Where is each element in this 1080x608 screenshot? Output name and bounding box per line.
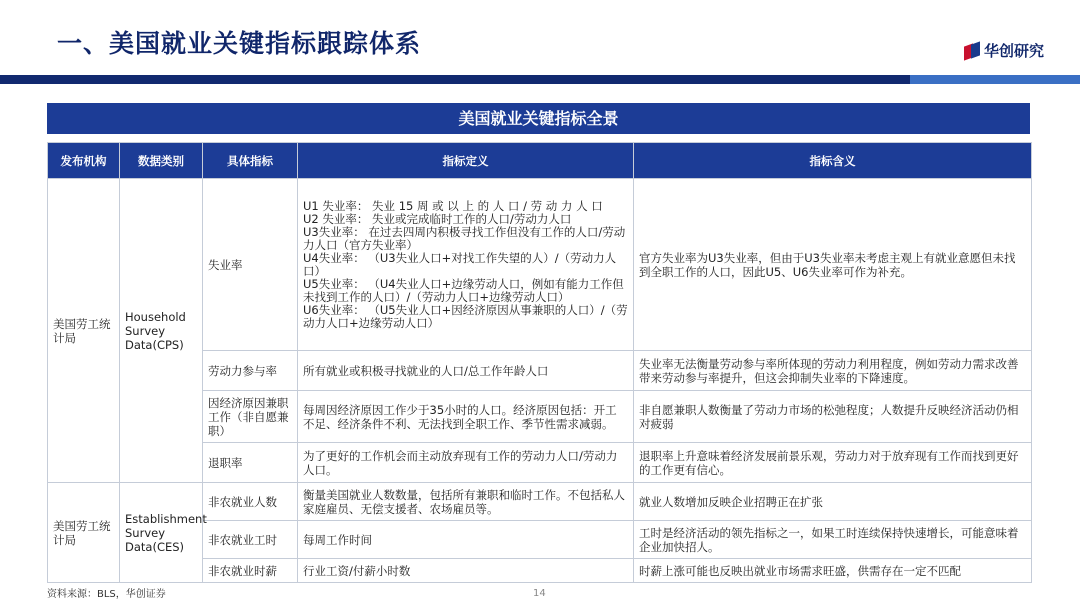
definition-line: U6失业率： （U5失业人口+因经济原因从事兼职的人口）/（劳动力人口+边缘劳动人口） bbox=[303, 302, 628, 330]
indicator-cell: 非农就业工时 bbox=[203, 521, 298, 559]
definition-line: U1 失业率： 失业 15 周 或 以 上 的 人 口 / 劳 动 力 人 口 bbox=[303, 198, 603, 213]
meaning-cell: 官方失业率为U3失业率，但由于U3失业率未考虑主观上有就业意愿但未找到全职工作的人口，因此U5、U6失业率可作为补充。 bbox=[634, 179, 1032, 351]
category-cell: Establishment Survey Data(CES) bbox=[120, 483, 203, 583]
definition-cell: 为了更好的工作机会而主动放弃现有工作的劳动力人口/劳动力人口。 bbox=[298, 443, 634, 483]
indicator-cell: 非农就业时薪 bbox=[203, 559, 298, 583]
definition-cell: 每周工作时间 bbox=[298, 521, 634, 559]
page-title: 一、美国就业关键指标跟踪体系 bbox=[57, 29, 422, 58]
source-note: 资料来源：BLS，华创证券 bbox=[47, 589, 166, 600]
meaning-cell: 时薪上涨可能也反映出就业市场需求旺盛，供需存在一定不匹配 bbox=[634, 559, 1032, 583]
definition-line: U4失业率： （U3失业人口+对找工作失望的人）/（劳动力人口） bbox=[303, 250, 617, 278]
definition-line: U3失业率： 在过去四周内积极寻找工作但没有工作的人口/劳动力人口（官方失业率） bbox=[303, 224, 626, 252]
definition-cell: 衡量美国就业人数数量，包括所有兼职和临时工作。不包括私人家庭雇员、无偿支援者、农场雇员等。 bbox=[298, 483, 634, 521]
agency-cell: 美国劳工统计局 bbox=[48, 483, 120, 583]
definition-line: U2 失业率： 失业或完成临时工作的人口/劳动力人口 bbox=[303, 211, 572, 226]
indicator-cell: 劳动力参与率 bbox=[203, 351, 298, 391]
page-number: 14 bbox=[533, 588, 546, 599]
table-caption: 美国就业关键指标全景 bbox=[47, 103, 1030, 134]
header-agency: 发布机构 bbox=[48, 143, 120, 179]
agency-cell: 美国劳工统计局 bbox=[48, 179, 120, 483]
meaning-cell: 就业人数增加反映企业招聘正在扩张 bbox=[634, 483, 1032, 521]
indicator-cell: 退职率 bbox=[203, 443, 298, 483]
meaning-cell: 退职率上升意味着经济发展前景乐观，劳动力对于放弃现有工作而找到更好的工作更有信心。 bbox=[634, 443, 1032, 483]
definition-cell: 所有就业或积极寻找就业的人口/总工作年龄人口 bbox=[298, 351, 634, 391]
huachuang-logo-icon bbox=[964, 43, 980, 59]
meaning-cell: 工时是经济活动的领先指标之一，如果工时连续保持快速增长，可能意味着企业加快招人。 bbox=[634, 521, 1032, 559]
header-indicator: 具体指标 bbox=[203, 143, 298, 179]
logo-text: 华创研究 bbox=[983, 42, 1044, 60]
table-row bbox=[48, 179, 1032, 351]
logo bbox=[964, 40, 1044, 61]
indicator-cell: 因经济原因兼职工作（非自愿兼职） bbox=[203, 391, 298, 443]
header-definition: 指标定义 bbox=[298, 143, 634, 179]
definition-cell: 行业工资/付薪小时数 bbox=[298, 559, 634, 583]
meaning-cell: 非自愿兼职人数衡量了劳动力市场的松弛程度；人数提升反映经济活动仍相对疲弱 bbox=[634, 391, 1032, 443]
header-meaning: 指标含义 bbox=[634, 143, 1032, 179]
definition-cell bbox=[298, 179, 634, 351]
category-cell: Household Survey Data(CPS) bbox=[120, 179, 203, 483]
table-row bbox=[48, 483, 1032, 521]
indicator-table bbox=[47, 142, 1032, 583]
table-header-row bbox=[48, 143, 1032, 179]
indicator-cell: 失业率 bbox=[203, 179, 298, 351]
indicator-cell: 非农就业人数 bbox=[203, 483, 298, 521]
header-category: 数据类别 bbox=[120, 143, 203, 179]
definition-line: U5失业率： （U4失业人口+边缘劳动人口，例如有能力工作但未找到工作的人口）/（劳动力人口+边缘劳动人口） bbox=[303, 276, 624, 304]
meaning-cell: 失业率无法衡量劳动参与率所体现的劳动力利用程度，例如劳动力需求改善带来劳动参与率提升，但这会抑制失业率的下降速度。 bbox=[634, 351, 1032, 391]
header-rule bbox=[0, 75, 1080, 84]
definition-cell: 每周因经济原因工作少于35小时的人口。经济原因包括：开工不足、经济条件不利、无法找到全职工作、季节性需求减弱。 bbox=[298, 391, 634, 443]
